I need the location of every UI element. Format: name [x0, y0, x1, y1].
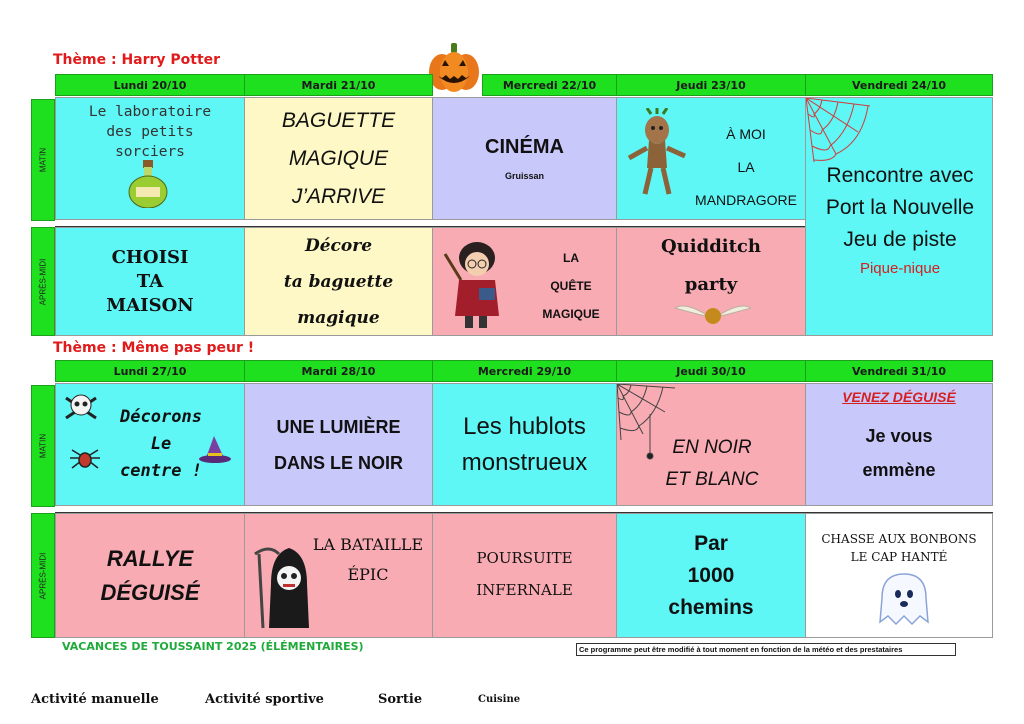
day-header-tue: Mardi 21/10: [244, 74, 433, 96]
activity-cell: BAGUETTE MAGIQUE J’ARRIVE: [244, 97, 433, 220]
day-header-mon: Lundi 20/10: [55, 74, 245, 96]
activity-cell: À MOI LA MANDRAGORE: [616, 97, 806, 220]
day-header-wed: Mercredi 22/10: [482, 74, 617, 96]
golden-snitch-icon: [675, 298, 751, 326]
day-header-tue: Mardi 28/10: [244, 360, 433, 382]
activity-cell: LA BATAILLE ÉPIC: [244, 513, 433, 638]
activity-cell: RALLYE DÉGUISÉ: [55, 513, 245, 638]
spiderweb-icon: [806, 98, 872, 164]
day-header-fri: Vendredi 31/10: [805, 360, 993, 382]
activity-subtitle: Gruissan: [504, 171, 544, 181]
side-label-morning: MATIN: [31, 385, 55, 507]
side-label-afternoon: APRÈS-MIDI: [31, 227, 55, 336]
activity-cell: Décore ta baguette magique: [244, 227, 433, 336]
day-header-thu: Jeudi 30/10: [616, 360, 806, 382]
activity-cell: LA QUÊTE MAGIQUE: [432, 227, 617, 336]
activity-cell: UNE LUMIÈRE DANS LE NOIR: [244, 383, 433, 506]
activity-subtitle: Pique-nique: [859, 260, 941, 277]
legend-cooking: Cuisine: [478, 694, 521, 705]
day-header-wed: Mercredi 29/10: [432, 360, 617, 382]
pumpkin-icon: [426, 40, 482, 96]
day-header-fri: Vendredi 24/10: [805, 74, 993, 96]
week2-theme: Thème : Même pas peur !: [53, 340, 255, 356]
activity-title: CINÉMA: [485, 136, 564, 158]
week1-theme: Thème : Harry Potter: [53, 52, 221, 68]
activity-cell: Décorons Le centre !: [55, 383, 245, 506]
activity-cell: Quidditch party: [616, 227, 806, 336]
activity-cell: [432, 97, 617, 220]
potion-icon: [126, 160, 170, 208]
row-separator: [55, 505, 993, 513]
activity-cell: VENEZ DÉGUISÉ Je vous emmène: [805, 383, 993, 506]
wizard-boy-icon: [443, 236, 507, 332]
activity-banner: VENEZ DÉGUISÉ: [842, 389, 956, 405]
footer-note: Ce programme peut être modifié à tout moment en fonction de la météo et des prestataires: [576, 643, 956, 656]
legend-sport: Activité sportive: [205, 692, 324, 707]
ghost-icon: [874, 570, 934, 630]
legend-manual: Activité manuelle: [31, 692, 159, 707]
activity-cell: Le laboratoire des petits sorciers: [55, 97, 245, 220]
side-label-morning: MATIN: [31, 99, 55, 221]
activity-cell: CHOISI TA MAISON: [55, 227, 245, 336]
activity-cell: EN NOIR ET BLANC: [616, 383, 806, 506]
mandrake-icon: [627, 108, 687, 198]
activity-cell: Les hublots monstrueux: [432, 383, 617, 506]
activity-cell: Par 1000 chemins: [616, 513, 806, 638]
day-header-mon: Lundi 27/10: [55, 360, 245, 382]
activity-cell: Rencontre avec Port la Nouvelle Jeu de piste Pique-nique: [805, 97, 993, 336]
activity-cell: CHASSE AUX BONBONS LE CAP HANTÉ: [805, 513, 993, 638]
legend-outing: Sortie: [378, 692, 423, 707]
footer-title: VACANCES DE TOUSSAINT 2025 (ÉLÉMENTAIRES): [62, 640, 364, 653]
row-separator: [55, 219, 806, 227]
activity-cell: POURSUITE INFERNALE: [432, 513, 617, 638]
grim-reaper-icon: [249, 544, 311, 632]
side-label-afternoon: APRÈS-MIDI: [31, 513, 55, 638]
day-header-thu: Jeudi 23/10: [616, 74, 806, 96]
